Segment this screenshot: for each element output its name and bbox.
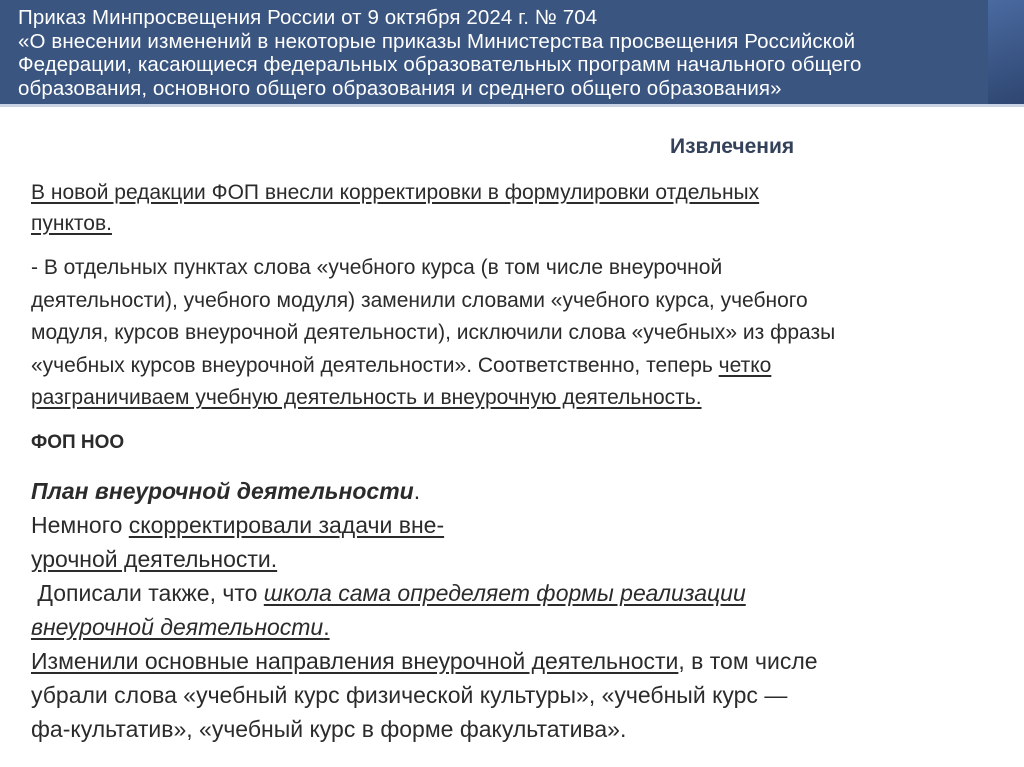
- intro-line: В новой редакции ФОП внесли корректировки в формулировки отдельных: [31, 181, 760, 204]
- changes-paragraph: [31, 252, 1016, 415]
- header-line: «О внесении изменений в некоторые приказы Министерства просвещения Российской: [18, 29, 856, 53]
- paragraph-line: [31, 350, 1016, 383]
- plan-text: Немного: [31, 512, 129, 538]
- plan-line: урочной деятельности.: [31, 546, 278, 572]
- header-divider: [0, 104, 1024, 107]
- plan-line: [31, 508, 1016, 542]
- header-line: Федерации, касающиеся федеральных образовательных программ начального общего: [18, 53, 862, 76]
- plan-title-dot: .: [413, 478, 421, 504]
- intro-line: пунктов.: [31, 212, 112, 235]
- paragraph-line: - В отдельных пунктах слова «учебного курса (в том числе внеурочной: [31, 256, 723, 279]
- plan-underlined: скорректировали задачи вне-: [128, 512, 445, 538]
- plan-italic: внеурочной деятельности: [31, 614, 324, 640]
- excerpt-label: Извлечения: [670, 135, 795, 158]
- header-line: Приказ Минпросвещения России от 9 октября 2024 г. № 704: [18, 6, 598, 29]
- plan-title-line: [31, 474, 1016, 508]
- plan-text: , в том числе: [678, 648, 818, 674]
- paragraph-line: модуля, курсов внеурочной деятельности), исключили слова «учебных» из фразы: [31, 321, 836, 344]
- plan-block: [31, 474, 1016, 746]
- section-label: ФОП НОО: [31, 432, 125, 453]
- plan-dot: .: [323, 614, 330, 640]
- slide-header: [0, 0, 1024, 104]
- plan-line: [31, 610, 1016, 644]
- plan-title: План внеурочной деятельности: [31, 478, 414, 504]
- plan-line: [31, 644, 1016, 678]
- plan-text: Дописали также, что: [31, 580, 264, 606]
- paragraph-line: деятельности), учебного модуля) заменили словами «учебного курса, учебного: [31, 288, 808, 312]
- plan-line: [31, 576, 1016, 610]
- paragraph-text: «учебных курсов внеурочной деятельности». Соответственно, теперь: [31, 353, 719, 377]
- intro-paragraph: [31, 177, 931, 239]
- paragraph-underlined: четко: [718, 353, 772, 377]
- paragraph-line: разграничиваем учебную деятельность и внеурочную деятельность.: [31, 386, 702, 409]
- header-line: образования, основного общего образования и среднего общего образования»: [18, 76, 782, 100]
- plan-underlined: Изменили основные направления внеурочной деятельности: [31, 648, 679, 674]
- plan-line: фа-культатив», «учебный курс в форме факультатива».: [31, 716, 627, 742]
- header-title: [18, 6, 1008, 100]
- plan-italic: школа сама определяет формы реализации: [263, 580, 746, 606]
- plan-line: убрали слова «учебный курс физической культуры», «учебный курс —: [31, 682, 788, 708]
